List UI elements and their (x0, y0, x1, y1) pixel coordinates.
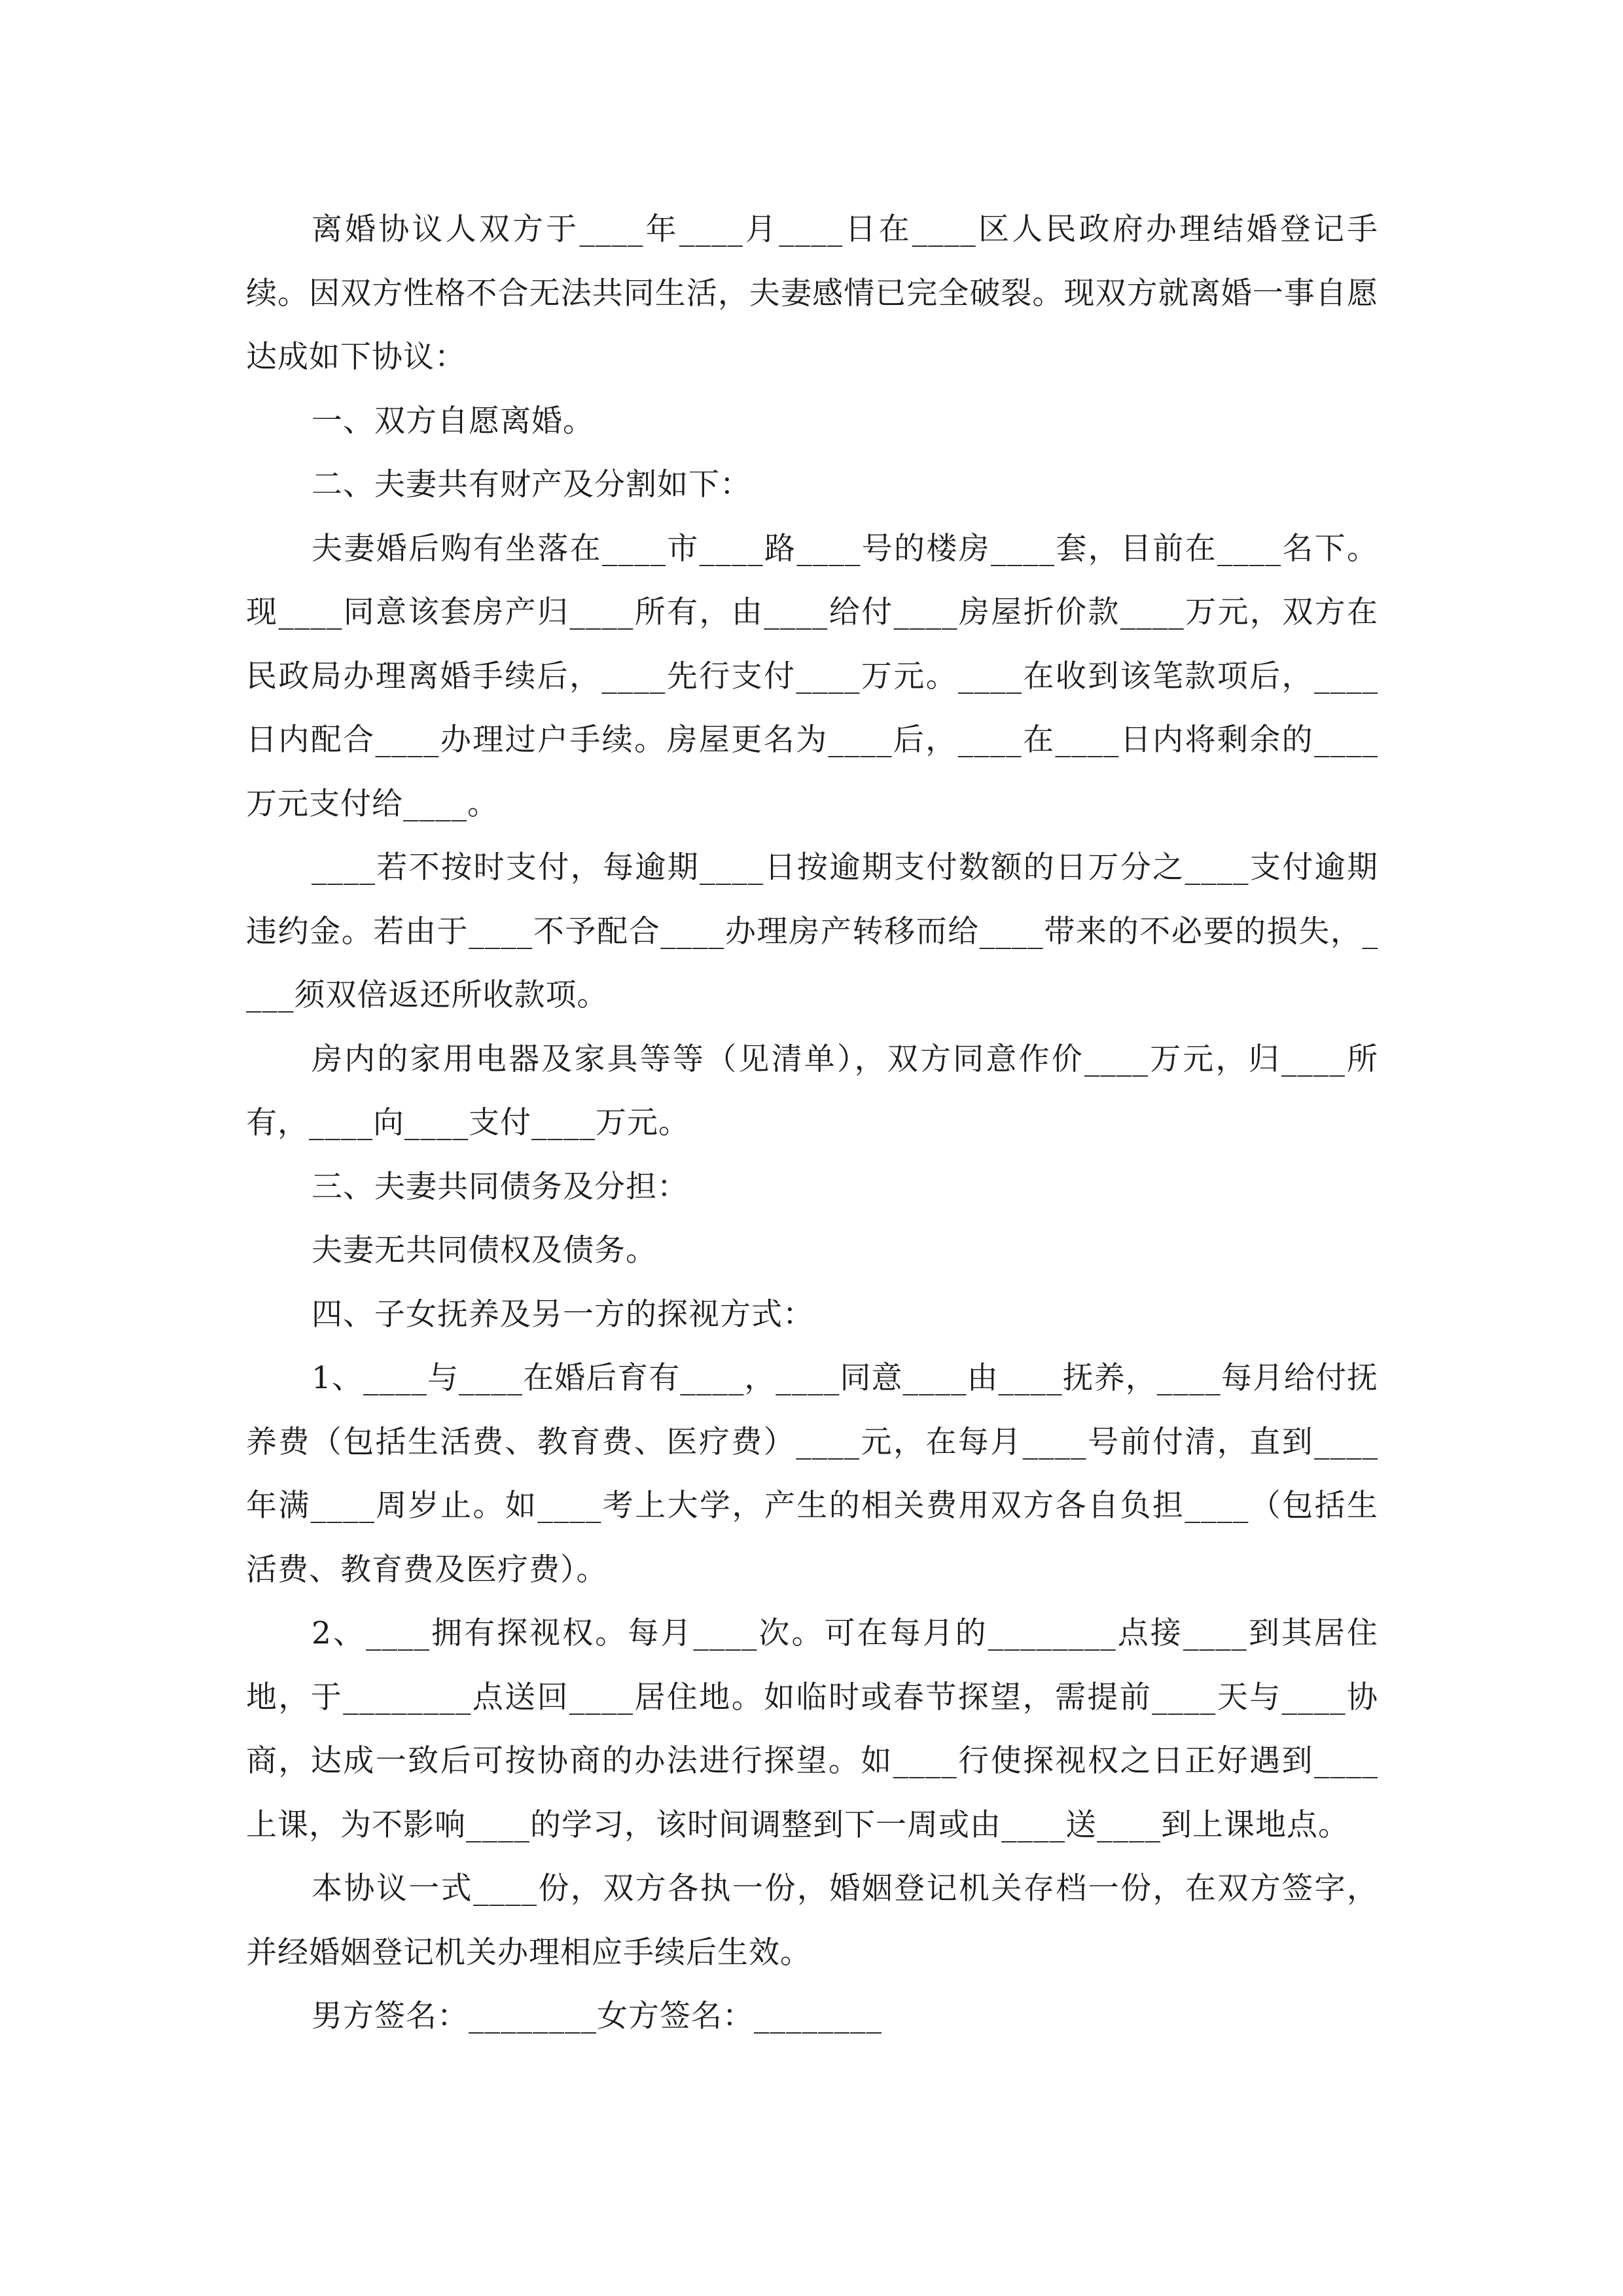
penalty-paragraph: ____若不按时支付，每逾期____日按逾期支付数额的日万分之____支付逾期违约金。若由于____不予配合____办理房产转移而给____带来的不必要的损失，____须双倍返还所收款项。 (246, 850, 1378, 1013)
property-paragraph: 夫妻婚后购有坐落在____市____路____号的楼房____套，目前在____名下。现____同意该套房产归____所有，由____给付____房屋折价款____万元，双方在民政局办理离婚手续后，____先行支付____万元。____在收到该笔款项后，____日内配合____办理过户手续。房屋更名为____后，____在____日内将剩余的____万元支付给____。 (246, 530, 1378, 822)
clause-2-heading: 二、夫妻共有财产及分割如下： (312, 467, 751, 503)
furniture-paragraph: 房内的家用电器及家具等等（见清单），双方同意作价____万元，归____所有，____向____支付____万元。 (246, 1041, 1378, 1141)
visitation-paragraph: 2、____拥有探视权。每月____次。可在每月的________点接____到其居住地，于________点送回____居住地。如临时或春节探望，需提前____天与____协商，达成一致后可按协商的办法进行探望。如____行使探视权之日正好遇到____上课，为不影响____的学习，该时间调整到下一周或由____送____到上课地点。 (246, 1615, 1378, 1843)
custody-paragraph: 1、____与____在婚后育有____，____同意____由____抚养，____每月给付抚养费（包括生活费、教育费、医疗费）____元，在每月____号前付清，直到____年满____周岁止。如____考上大学，产生的相关费用双方各自负担____（包括生活费、教育费及医疗费）。 (246, 1360, 1378, 1588)
debt-paragraph: 夫妻无共同债权及债务。 (312, 1232, 657, 1268)
copies-paragraph: 本协议一式____份，双方各执一份，婚姻登记机关存档一份，在双方签字，并经婚姻登记机关办理相应手续后生效。 (246, 1871, 1378, 1971)
signature-line: 男方签名：________女方签名：________ (312, 1998, 882, 2034)
clause-4-heading: 四、子女抚养及另一方的探视方式： (312, 1296, 814, 1333)
intro-paragraph: 离婚协议人双方于____年____月____日在____区人民政府办理结婚登记手续。因双方性格不合无法共同生活，夫妻感情已完全破裂。现双方就离婚一事自愿达成如下协议： (246, 211, 1378, 375)
agreement-body (246, 198, 1378, 2049)
clause-1-heading: 一、双方自愿离婚。 (312, 403, 594, 439)
clause-3-heading: 三、夫妻共同债务及分担： (312, 1168, 688, 1205)
